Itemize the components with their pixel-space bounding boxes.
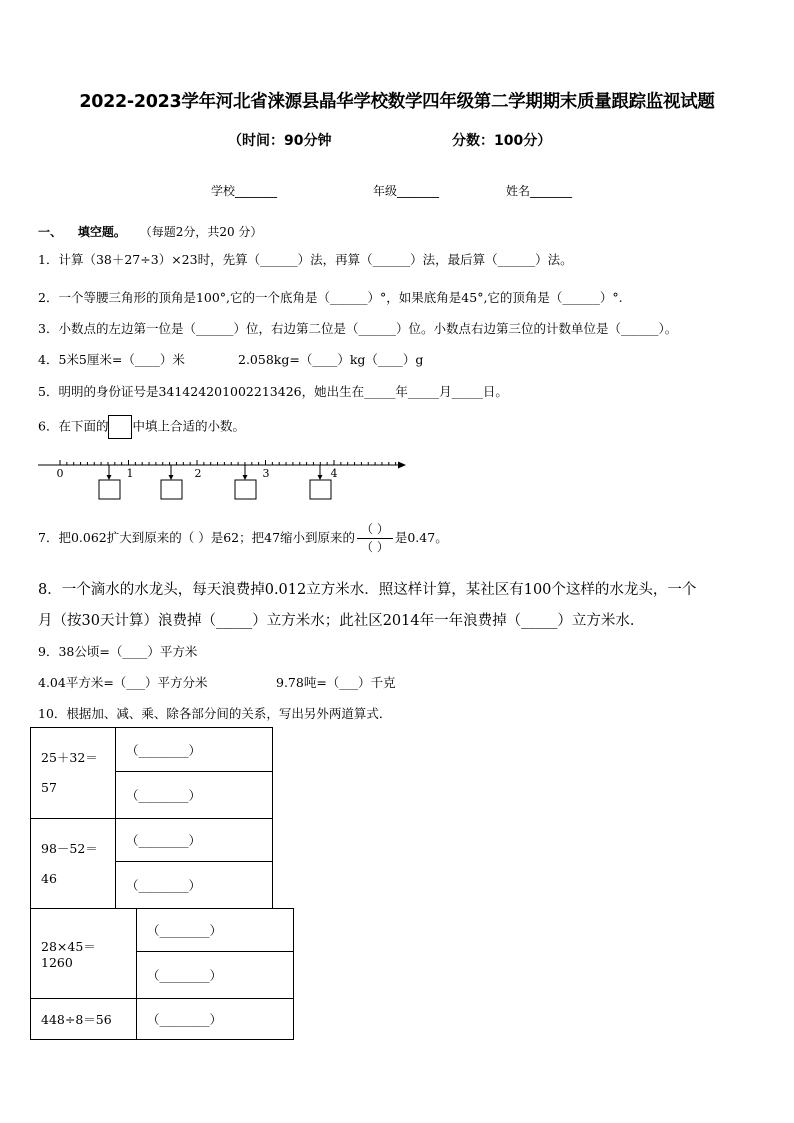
answer-pointers [99, 465, 331, 499]
fraction-numerator: （ ） [361, 522, 389, 536]
tick-label-3: 3 [262, 467, 270, 480]
equation-line: 46 [41, 870, 57, 886]
question-9c: 9.78吨=（___）千克 [276, 675, 396, 690]
equation-line: 98－52＝ [41, 840, 98, 856]
answer-cell: （________） [137, 909, 294, 952]
question-4b: 2.058kg=（____）kg（____）g [238, 352, 424, 367]
answer-box-2 [161, 480, 182, 499]
question-6-before: 6．在下面的 [38, 418, 109, 434]
number-line-arrow [398, 462, 406, 469]
section-name: 填空题。 [77, 225, 126, 239]
answer-box-1 [99, 480, 120, 499]
question-8-line1: 8．一个滴水的水龙头，每天浪费掉0.012立方米水．照这样计算，某社区有100个这样的水龙头，一个 [38, 582, 697, 598]
table-muldiv [30, 908, 294, 1040]
tick-label-0: 0 [56, 467, 64, 480]
question-6-after: 中填上合适的小数。 [132, 418, 245, 434]
answer-cell: （________） [116, 772, 273, 819]
question-7 [38, 521, 448, 556]
question-4a: 4．5米5厘米=（____）米 [38, 352, 185, 367]
fraction [357, 521, 393, 556]
question-3: 3．小数点的左边第一位是（______）位，右边第二位是（______）位。小数点右边第三位的计数单位是（______）。 [38, 321, 678, 336]
section-heading [38, 223, 262, 240]
grade-field: 年级_______ [373, 184, 440, 198]
fraction-denominator: （ ） [361, 540, 389, 554]
question-9a: 9．38公顷=（____）平方米 [38, 644, 198, 659]
equation-line: 57 [41, 780, 57, 795]
answer-box-3 [235, 480, 256, 499]
table-equation: 448÷8＝56 [31, 999, 137, 1040]
pointer-arrow [243, 475, 248, 480]
question-9b: 4.04平方米=（___）平方分米 [38, 675, 208, 690]
table-equation: 28×45＝1260 [31, 909, 137, 999]
question-7-a: 7．把0.062扩大到原来的（ ）是62；把47缩小到原来的 [38, 530, 356, 545]
answer-cell: （________） [116, 728, 273, 772]
name-field: 姓名_______ [506, 184, 573, 198]
page-title: 2022-2023学年河北省涞源县晶华学校数学四年级第二学期期末质量跟踪监视试题 [79, 92, 715, 112]
question-2: 2．一个等腰三角形的顶角是100°,它的一个底角是（______）°，如果底角是45°,它的顶角是（______）°. [38, 290, 623, 305]
question-6 [38, 415, 245, 439]
score-label: 分数：100分） [452, 133, 552, 149]
number-line [34, 452, 409, 504]
question-10: 10．根据加、减、乘、除各部分间的关系，写出另外两道算式． [38, 706, 392, 721]
section-note: （每题2分，共20 分） [139, 225, 263, 239]
section-number: 一、 [38, 225, 63, 239]
question-8-line2: 月（按30天计算）浪费掉（_____）立方米水；此社区2014年一年浪费掉（_____）立方米水． [38, 613, 645, 629]
question-5: 5．明明的身份证号是341424201002213426，她出生在_____年_____月_____日。 [38, 384, 508, 399]
tick-labels [57, 467, 338, 480]
pointer-arrow [318, 475, 323, 480]
question-7-b: 是0.47。 [394, 530, 448, 545]
answer-cell: （________） [116, 819, 273, 862]
pointer-arrow [107, 475, 112, 480]
minor-ticks [60, 460, 396, 465]
pointer-arrow [169, 475, 174, 480]
tick-label-4: 4 [330, 467, 338, 480]
table-addsub [30, 727, 273, 909]
question-1: 1．计算（38＋27÷3）×23时，先算（______）法，再算（______）法，最后算（______）法。 [38, 252, 573, 267]
answer-box-4 [310, 480, 331, 499]
table-equation [31, 728, 116, 819]
equation-line: 25＋32＝ [41, 750, 98, 765]
answer-cell: （________） [137, 999, 294, 1040]
table-equation [31, 819, 116, 909]
time-label: （时间：90分钟 [228, 133, 332, 149]
tick-label-1: 1 [126, 467, 134, 480]
tick-label-2: 2 [194, 467, 202, 480]
answer-box [108, 415, 132, 439]
answer-cell: （________） [137, 952, 294, 999]
answer-cell: （________） [116, 862, 273, 909]
school-field: 学校_______ [211, 184, 278, 198]
